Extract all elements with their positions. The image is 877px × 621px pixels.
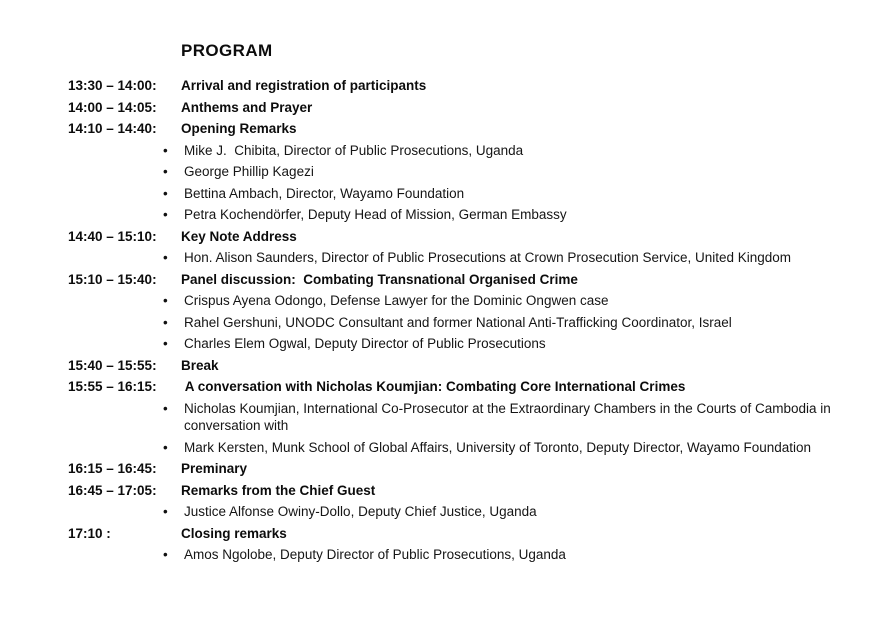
schedule-event-title: Anthems and Prayer xyxy=(181,99,313,115)
bullet-text: Nicholas Koumjian, International Co-Prosecutor at the Extraordinary Chambers in the Courts of Cambodia in conversation with xyxy=(184,400,835,433)
bullet-icon: • xyxy=(163,164,168,179)
schedule-time: 14:10 – 14:40: xyxy=(68,121,157,136)
schedule-list xyxy=(0,77,877,568)
schedule-row xyxy=(0,77,877,95)
bullet-icon: • xyxy=(163,293,168,308)
schedule-row xyxy=(0,120,877,138)
bullet-text: Hon. Alison Saunders, Director of Public Prosecutions at Crown Prosecution Service, United Kingdom xyxy=(184,250,792,265)
schedule-bullet-item xyxy=(0,249,877,267)
schedule-time: 13:30 – 14:00: xyxy=(68,78,157,93)
schedule-time: 14:00 – 14:05: xyxy=(68,99,157,115)
schedule-bullet-item xyxy=(0,400,877,435)
bullet-icon: • xyxy=(163,314,168,330)
bullet-icon: • xyxy=(163,547,168,562)
bullet-icon: • xyxy=(163,250,168,265)
bullet-text: Rahel Gershuni, UNODC Consultant and former National Anti-Trafficking Coordinator, Israel xyxy=(184,314,732,330)
page-title: PROGRAM xyxy=(181,41,273,60)
schedule-row xyxy=(0,378,877,396)
schedule-event-title: Opening Remarks xyxy=(181,121,297,136)
schedule-time: 16:15 – 16:45: xyxy=(68,461,157,476)
schedule-bullet-item xyxy=(0,335,877,353)
bullet-icon: • xyxy=(163,439,168,455)
schedule-time: 15:40 – 15:55: xyxy=(68,357,157,373)
schedule-row xyxy=(0,228,877,246)
schedule-time: 15:10 – 15:40: xyxy=(68,271,157,287)
schedule-bullet-item xyxy=(0,163,877,181)
bullet-text: Crispus Ayena Odongo, Defense Lawyer for the Dominic Ongwen case xyxy=(184,293,609,308)
schedule-bullet-item xyxy=(0,439,877,457)
schedule-row xyxy=(0,357,877,375)
bullet-icon: • xyxy=(163,400,168,416)
schedule-event-title: Arrival and registration of participants xyxy=(181,78,427,93)
schedule-bullet-item xyxy=(0,142,877,160)
bullet-text: George Phillip Kagezi xyxy=(184,164,314,179)
schedule-time: 15:55 – 16:15: xyxy=(68,379,157,394)
schedule-bullet-item xyxy=(0,292,877,310)
schedule-event-title: Break xyxy=(181,357,219,373)
schedule-event-title: A conversation with Nicholas Koumjian: Combating Core International Crimes xyxy=(181,379,686,394)
schedule-bullet-item xyxy=(0,185,877,203)
schedule-row xyxy=(0,482,877,500)
schedule-bullet-item xyxy=(0,314,877,332)
schedule-bullet-item xyxy=(0,546,877,564)
bullet-text: Mark Kersten, Munk School of Global Affairs, University of Toronto, Deputy Director, Wayamo Foundation xyxy=(184,439,812,455)
bullet-icon: • xyxy=(163,336,168,351)
schedule-row xyxy=(0,525,877,543)
bullet-text: Petra Kochendörfer, Deputy Head of Mission, German Embassy xyxy=(184,207,567,222)
schedule-bullet-item xyxy=(0,206,877,224)
schedule-event-title: Panel discussion: Combating Transnational Organised Crime xyxy=(181,271,578,287)
bullet-text: Charles Elem Ogwal, Deputy Director of Public Prosecutions xyxy=(184,336,546,351)
bullet-icon: • xyxy=(163,504,168,519)
bullet-text: Mike J. Chibita, Director of Public Prosecutions, Uganda xyxy=(184,142,524,158)
schedule-bullet-item xyxy=(0,503,877,521)
schedule-event-title: Remarks from the Chief Guest xyxy=(181,482,376,498)
bullet-icon: • xyxy=(163,142,168,158)
schedule-time: 17:10 : xyxy=(68,525,111,541)
bullet-icon: • xyxy=(163,207,168,222)
bullet-text: Justice Alfonse Owiny-Dollo, Deputy Chief Justice, Uganda xyxy=(184,504,537,519)
schedule-row xyxy=(0,460,877,478)
bullet-text: Bettina Ambach, Director, Wayamo Foundation xyxy=(184,185,465,201)
schedule-time: 14:40 – 15:10: xyxy=(68,228,157,244)
schedule-event-title: Closing remarks xyxy=(181,525,287,541)
schedule-event-title: Preminary xyxy=(181,461,248,476)
schedule-row xyxy=(0,271,877,289)
schedule-time: 16:45 – 17:05: xyxy=(68,482,157,498)
bullet-text: Amos Ngolobe, Deputy Director of Public Prosecutions, Uganda xyxy=(184,547,566,562)
schedule-event-title: Key Note Address xyxy=(181,228,297,244)
schedule-row xyxy=(0,99,877,117)
bullet-icon: • xyxy=(163,185,168,201)
